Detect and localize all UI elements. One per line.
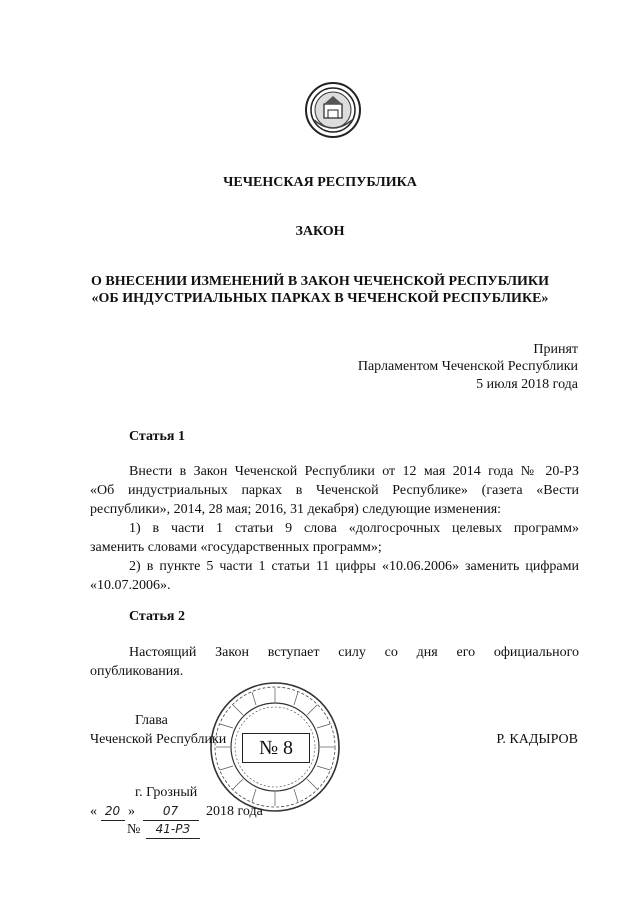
article-1-heading: Статья 1 (129, 429, 185, 444)
republic-heading: ЧЕЧЕНСКАЯ РЕСПУБЛИКА (223, 175, 417, 190)
adoption-line-2: Парламентом Чеченской Республики (357, 359, 578, 374)
signer-title-line-1: Глава (135, 713, 168, 728)
signer-name: Р. КАДЫРОВ (496, 732, 578, 747)
place-of-signing: г. Грозный (135, 785, 198, 800)
article-2-text-line-2: опубликования. (90, 664, 184, 679)
signer-title-line-2: Чеченской Республики (90, 732, 227, 747)
article-1-item-1-line-1: 1) в части 1 статьи 9 слова «долгосрочных целевых программ» (129, 521, 579, 536)
adoption-date: 5 июля 2018 года (476, 377, 578, 392)
adoption-line-1: Принят (533, 342, 578, 357)
article-1-text-line-3: республики», 2014, 28 мая; 2016, 31 декабря) следующие изменения: (90, 502, 502, 517)
date-month: 07 (143, 802, 199, 821)
document-title-line-1: О ВНЕСЕНИИ ИЗМЕНЕНИЙ В ЗАКОН ЧЕЧЕНСКОЙ РЕСПУБЛИКИ (91, 274, 549, 289)
document-title-line-2: «ОБ ИНДУСТРИАЛЬНЫХ ПАРКАХ В ЧЕЧЕНСКОЙ РЕСПУБЛИКЕ» (91, 291, 549, 306)
signing-date (90, 802, 263, 821)
date-day: 20 (101, 802, 125, 821)
date-year: 2018 года (206, 804, 263, 819)
article-1-item-2-line-2: «10.07.2006». (90, 578, 171, 593)
law-number-value: 41-РЗ (146, 820, 200, 839)
article-1-item-2-line-1: 2) в пункте 5 части 1 статьи 11 цифры «10.06.2006» заменить цифрами (129, 559, 579, 574)
article-1-item-1-line-2: заменить словами «государственных программ»; (90, 540, 382, 555)
article-2-heading: Статья 2 (129, 609, 185, 624)
law-number-prefix: № (127, 822, 141, 837)
document-type: ЗАКОН (295, 224, 345, 239)
article-1-text-line-1: Внести в Закон Чеченской Республики от 12 мая 2014 года № 20-РЗ (129, 464, 579, 479)
law-number (127, 820, 200, 839)
coat-of-arms-emblem (304, 80, 362, 140)
seal-number: № 8 (242, 733, 310, 763)
article-1-text-line-2: «Об индустриальных парках в Чеченской Республике» (газета «Вести (90, 483, 579, 498)
article-2-text-line-1: Настоящий Закон вступает силу со дня его официального (129, 645, 579, 660)
date-quote-open: « (90, 804, 97, 819)
date-quote-close: » (128, 804, 135, 819)
